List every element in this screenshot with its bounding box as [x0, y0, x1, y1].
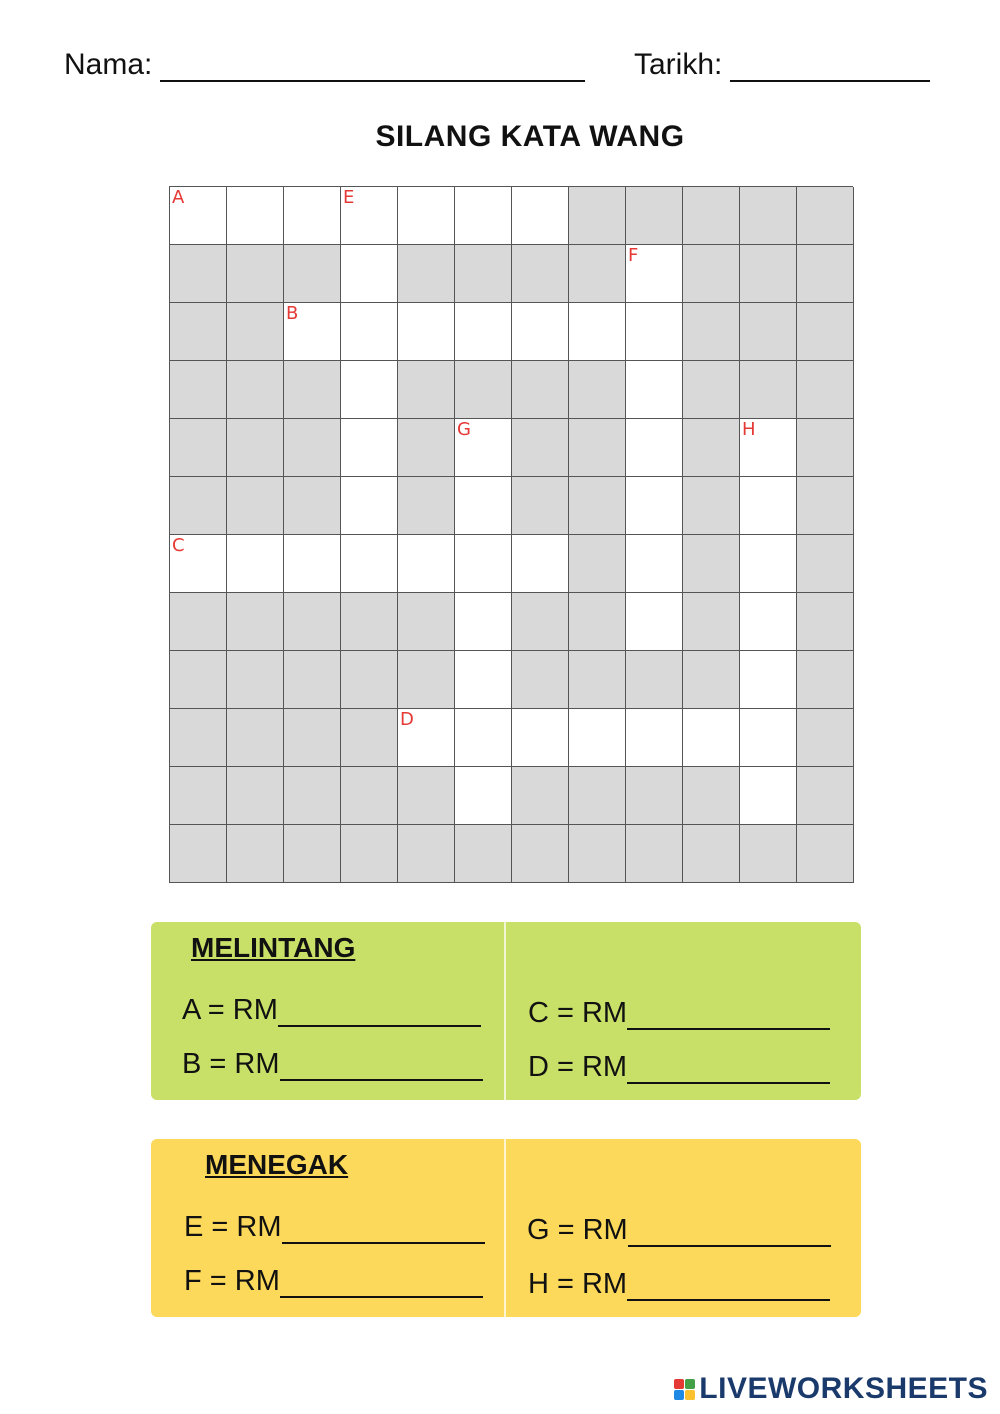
crossword-cell[interactable] [455, 709, 512, 767]
answer-row[interactable] [528, 997, 830, 1030]
crossword-block [227, 477, 284, 535]
crossword-block [569, 187, 626, 245]
crossword-block [398, 477, 455, 535]
crossword-cell[interactable] [626, 709, 683, 767]
crossword-block [227, 361, 284, 419]
crossword-block [170, 593, 227, 651]
crossword-block [569, 477, 626, 535]
crossword-cell[interactable] [398, 709, 455, 767]
crossword-block [512, 767, 569, 825]
date-field[interactable] [634, 48, 930, 82]
crossword-block [341, 767, 398, 825]
crossword-cell[interactable] [626, 303, 683, 361]
crossword-cell[interactable] [569, 303, 626, 361]
crossword-block [626, 767, 683, 825]
crossword-cell[interactable] [341, 419, 398, 477]
crossword-block [683, 477, 740, 535]
crossword-block [227, 419, 284, 477]
crossword-block [626, 187, 683, 245]
crossword-cell[interactable] [341, 187, 398, 245]
crossword-block [797, 419, 854, 477]
crossword-cell[interactable] [398, 535, 455, 593]
crossword-block [341, 709, 398, 767]
crossword-cell[interactable] [455, 767, 512, 825]
crossword-block [398, 361, 455, 419]
crossword-block [398, 767, 455, 825]
crossword-block [740, 187, 797, 245]
name-field[interactable] [64, 48, 585, 82]
crossword-block [569, 767, 626, 825]
melintang-title: MELINTANG [191, 932, 356, 963]
answer-row[interactable] [182, 994, 481, 1027]
crossword-block [683, 187, 740, 245]
crossword-block [683, 825, 740, 883]
crossword-block [683, 419, 740, 477]
crossword-block [227, 303, 284, 361]
crossword-cell[interactable] [740, 477, 797, 535]
crossword-block [569, 651, 626, 709]
crossword-block [569, 361, 626, 419]
crossword-grid [169, 186, 853, 883]
crossword-cell[interactable] [455, 651, 512, 709]
menegak-panel [151, 1139, 861, 1317]
crossword-block [569, 419, 626, 477]
crossword-block [455, 825, 512, 883]
crossword-cell[interactable] [398, 303, 455, 361]
crossword-cell[interactable] [455, 419, 512, 477]
answer-line[interactable] [628, 1219, 831, 1247]
clue-label: F [628, 245, 639, 266]
crossword-block [797, 477, 854, 535]
crossword-block [284, 419, 341, 477]
clue-label: A [172, 187, 185, 208]
crossword-block [512, 593, 569, 651]
crossword-block [227, 593, 284, 651]
answer-label: D = RM [528, 1051, 628, 1083]
crossword-block [797, 825, 854, 883]
crossword-cell[interactable] [626, 593, 683, 651]
crossword-cell[interactable] [341, 361, 398, 419]
crossword-cell[interactable] [512, 535, 569, 593]
answer-row[interactable] [527, 1214, 831, 1247]
crossword-block [227, 245, 284, 303]
crossword-block [341, 593, 398, 651]
date-label: Tarikh: [634, 48, 723, 81]
crossword-block [626, 651, 683, 709]
crossword-cell[interactable] [341, 245, 398, 303]
crossword-block [398, 419, 455, 477]
name-line[interactable] [160, 50, 585, 82]
crossword-block [398, 245, 455, 303]
crossword-block [569, 593, 626, 651]
crossword-cell[interactable] [227, 187, 284, 245]
panel-divider [504, 922, 506, 1100]
crossword-block [797, 651, 854, 709]
crossword-cell[interactable] [284, 303, 341, 361]
crossword-cell[interactable] [740, 709, 797, 767]
crossword-cell[interactable] [455, 477, 512, 535]
crossword-cell[interactable] [341, 535, 398, 593]
crossword-block [227, 767, 284, 825]
crossword-block [740, 245, 797, 303]
answer-label: E = RM [184, 1211, 282, 1243]
crossword-cell[interactable] [455, 187, 512, 245]
crossword-block [341, 825, 398, 883]
crossword-cell[interactable] [170, 535, 227, 593]
answer-label: B = RM [182, 1048, 280, 1080]
liveworksheets-logo [674, 1372, 988, 1406]
crossword-block [797, 767, 854, 825]
clue-label: D [400, 709, 414, 730]
crossword-block [398, 593, 455, 651]
clue-label: E [343, 187, 355, 208]
melintang-panel [151, 922, 861, 1100]
crossword-cell[interactable] [740, 593, 797, 651]
crossword-block [284, 825, 341, 883]
crossword-block [512, 477, 569, 535]
crossword-block [683, 245, 740, 303]
crossword-cell[interactable] [455, 303, 512, 361]
crossword-cell[interactable] [284, 535, 341, 593]
clue-label: C [172, 535, 185, 556]
logo-block [685, 1390, 695, 1400]
answer-row[interactable] [184, 1211, 485, 1244]
crossword-block [170, 245, 227, 303]
clue-label: G [457, 419, 471, 440]
crossword-block [797, 593, 854, 651]
answer-line[interactable] [280, 1270, 483, 1298]
crossword-cell[interactable] [512, 303, 569, 361]
answer-row[interactable] [528, 1268, 830, 1301]
answer-label: C = RM [528, 997, 628, 1029]
crossword-block [683, 361, 740, 419]
crossword-block [284, 767, 341, 825]
answer-label: G = RM [527, 1214, 628, 1246]
crossword-block [569, 535, 626, 593]
answer-line[interactable] [282, 1216, 485, 1244]
answer-label: F = RM [184, 1265, 280, 1297]
crossword-block [227, 709, 284, 767]
answer-row[interactable] [182, 1048, 483, 1081]
crossword-block [512, 245, 569, 303]
crossword-block [170, 303, 227, 361]
crossword-cell[interactable] [512, 709, 569, 767]
crossword-cell[interactable] [740, 535, 797, 593]
crossword-block [284, 709, 341, 767]
crossword-block [683, 535, 740, 593]
crossword-block [398, 825, 455, 883]
logo-block [674, 1379, 684, 1389]
brand-text: LIVEWORKSHEETS [699, 1372, 988, 1405]
answer-line[interactable] [278, 999, 481, 1027]
crossword-block [683, 767, 740, 825]
crossword-block [797, 535, 854, 593]
crossword-cell[interactable] [455, 593, 512, 651]
crossword-cell[interactable] [626, 535, 683, 593]
crossword-block [740, 361, 797, 419]
answer-line[interactable] [627, 1273, 830, 1301]
crossword-block [683, 651, 740, 709]
panel-divider [504, 1139, 506, 1317]
crossword-block [683, 593, 740, 651]
page-title: SILANG KATA WANG [375, 120, 685, 153]
logo-icon [674, 1379, 695, 1400]
crossword-block [455, 361, 512, 419]
menegak-title: MENEGAK [205, 1149, 349, 1180]
crossword-block [170, 651, 227, 709]
crossword-block [284, 651, 341, 709]
crossword-block [170, 825, 227, 883]
crossword-cell[interactable] [626, 419, 683, 477]
logo-block [674, 1390, 684, 1400]
crossword-block [170, 419, 227, 477]
answer-label: H = RM [528, 1268, 628, 1300]
crossword-block [512, 825, 569, 883]
crossword-cell[interactable] [512, 187, 569, 245]
crossword-block [740, 303, 797, 361]
date-line[interactable] [730, 50, 930, 82]
crossword-block [797, 187, 854, 245]
crossword-block [797, 245, 854, 303]
answer-line[interactable] [627, 1056, 830, 1084]
crossword-cell[interactable] [455, 535, 512, 593]
crossword-block [170, 361, 227, 419]
crossword-cell[interactable] [683, 709, 740, 767]
crossword-block [797, 709, 854, 767]
clue-label: H [742, 419, 756, 440]
crossword-cell[interactable] [227, 535, 284, 593]
crossword-block [569, 825, 626, 883]
crossword-cell[interactable] [626, 477, 683, 535]
crossword-block [683, 303, 740, 361]
crossword-block [284, 245, 341, 303]
crossword-block [512, 651, 569, 709]
logo-block [685, 1379, 695, 1389]
crossword-block [797, 361, 854, 419]
crossword-cell[interactable] [740, 767, 797, 825]
name-label: Nama: [64, 48, 153, 81]
crossword-block [170, 767, 227, 825]
crossword-cell[interactable] [740, 419, 797, 477]
answer-row[interactable] [528, 1051, 830, 1084]
crossword-cell[interactable] [341, 477, 398, 535]
crossword-block [398, 651, 455, 709]
answer-label: A = RM [182, 994, 278, 1026]
crossword-block [455, 245, 512, 303]
answer-line[interactable] [627, 1002, 830, 1030]
crossword-block [341, 651, 398, 709]
crossword-block [284, 361, 341, 419]
crossword-block [626, 825, 683, 883]
crossword-cell[interactable] [341, 303, 398, 361]
crossword-block [797, 303, 854, 361]
crossword-cell[interactable] [626, 361, 683, 419]
answer-row[interactable] [184, 1265, 483, 1298]
crossword-block [170, 477, 227, 535]
crossword-cell[interactable] [170, 187, 227, 245]
crossword-block [569, 245, 626, 303]
crossword-block [227, 825, 284, 883]
crossword-cell[interactable] [398, 187, 455, 245]
crossword-block [170, 709, 227, 767]
crossword-cell[interactable] [284, 187, 341, 245]
clue-label: B [286, 303, 299, 324]
crossword-cell[interactable] [569, 709, 626, 767]
crossword-block [284, 477, 341, 535]
crossword-cell[interactable] [626, 245, 683, 303]
answer-line[interactable] [280, 1053, 483, 1081]
crossword-cell[interactable] [740, 651, 797, 709]
crossword-block [740, 825, 797, 883]
crossword-block [512, 419, 569, 477]
crossword-block [284, 593, 341, 651]
crossword-block [512, 361, 569, 419]
crossword-block [227, 651, 284, 709]
